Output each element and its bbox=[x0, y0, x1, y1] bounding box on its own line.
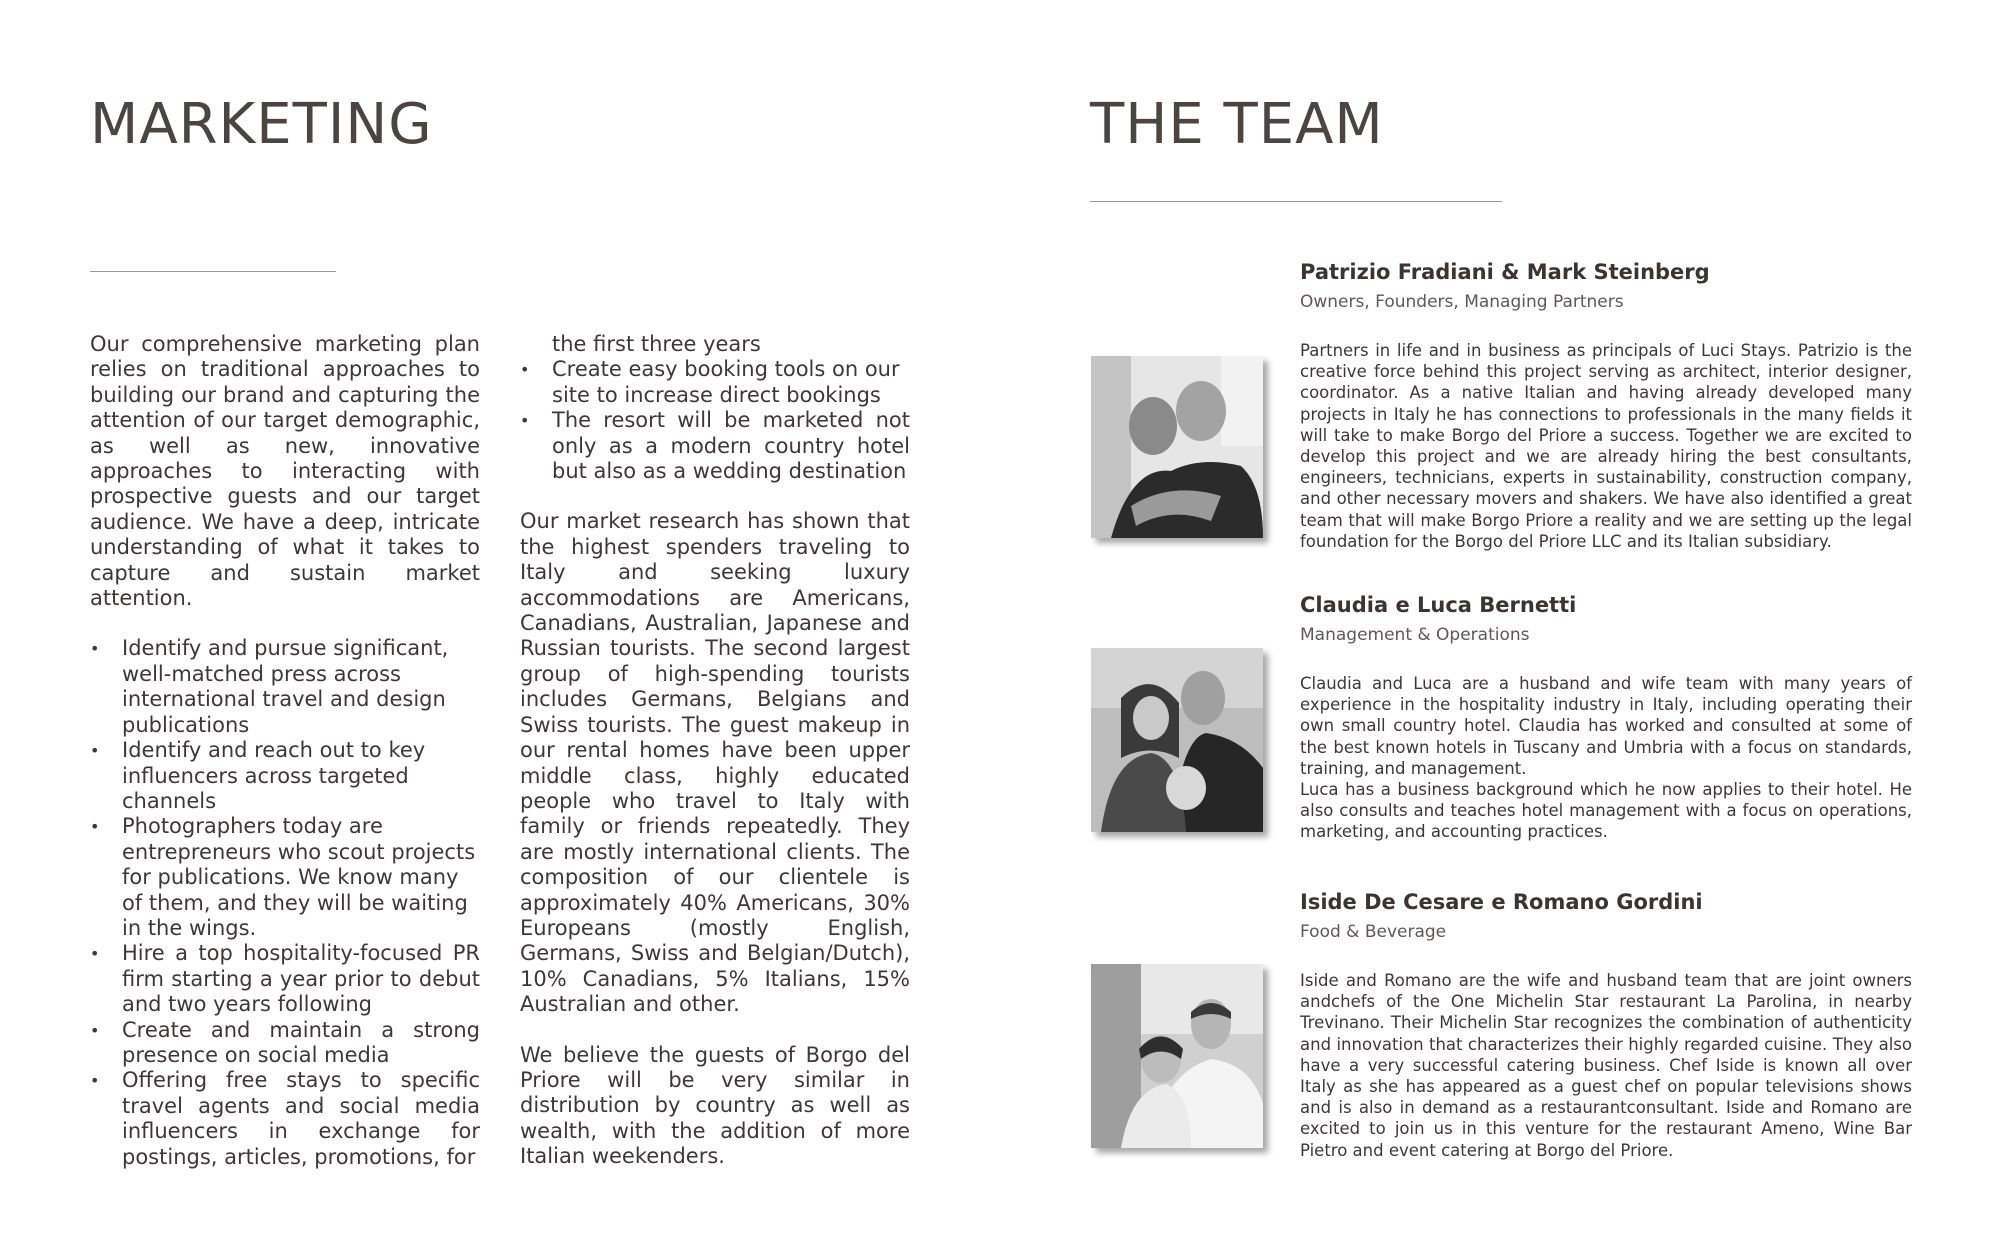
member-name: Patrizio Fradiani & Mark Steinberg bbox=[1300, 260, 1710, 284]
team-member-3 bbox=[1300, 890, 1912, 1161]
list-item: • Offering free stays to specific travel agents and social media influencers in exchange for postings, articles, promotions, for bbox=[90, 1068, 480, 1170]
portrait-image bbox=[1091, 648, 1263, 832]
member-bio: Partners in life and in business as principals of Luci Stays. Patrizio is the creative force behind this project serving as architect, interior designer, coordinator. As a native Italian and having already developed many projects in Italy he has connections to professionals in the many fields it will take to make Borgo del Priore a success. Together we are excited to develop this project and we are already hiring the best consultants, engineers, technicians, experts in sustainability, construction company, and other necessary movers and shakers. We have also identified a great team that will make Borgo Priore a reality and we are setting up the legal foundation for the Borgo del Priore LLC and its Italian subsidiary. bbox=[1300, 341, 1912, 551]
list-item: • The resort will be marketed not only as a modern country hotel but also as a wedding destination bbox=[520, 408, 910, 484]
marketing-bullets-right bbox=[520, 357, 910, 484]
team-member-1 bbox=[1300, 260, 1912, 552]
member-name: Iside De Cesare e Romano Gordini bbox=[1300, 890, 1703, 914]
team-divider bbox=[1090, 201, 1502, 202]
marketing-heading: MARKETING bbox=[90, 92, 433, 157]
list-item: • Create and maintain a strong presence on social media bbox=[90, 1018, 480, 1069]
list-item: • Identify and reach out to key influencers across targeted channels bbox=[90, 738, 480, 814]
member-role: Food & Beverage bbox=[1300, 922, 1447, 942]
list-item: • Create easy booking tools on our site to increase direct bookings bbox=[520, 357, 910, 408]
member-bio: Claudia and Luca are a husband and wife team with many years of experience in the hospitality industry in Italy, including operating their own small country hotel. Claudia has worked and consulted at some of the best known hotels in Tuscany and Umbria with a focus on standards, training, and management. bbox=[1300, 674, 1912, 778]
marketing-column-right bbox=[520, 332, 910, 1195]
marketing-divider bbox=[90, 271, 336, 272]
list-item: • Identify and pursue significant, well-matched press across international travel and design publications bbox=[90, 636, 480, 738]
photo-fradiani-steinberg bbox=[1091, 356, 1263, 538]
guests-belief-paragraph: We believe the guests of Borgo del Priore will be very similar in distribution by country as well as wealth, with the addition of more Italian weekenders. bbox=[520, 1042, 910, 1169]
portrait-image bbox=[1091, 964, 1263, 1148]
marketing-bullets-left bbox=[90, 636, 480, 1170]
list-item: • Photographers today are entrepreneurs who scout projects for publications. We know many of them, and they will be waiting in the wings. bbox=[90, 814, 480, 941]
member-role: Management & Operations bbox=[1300, 625, 1530, 645]
member-bio: Iside and Romano are the wife and husband team that are joint owners andchefs of the One Michelin Star restaurant La Parolina, in nearby Trevinano. Their Michelin Star recognizes the combination of authenticity and innovation that characterizes their highly regarded cuisine. They also have a very successful catering business. Chef Iside is known all over Italy as she has appeared as a guest chef on popular televisions shows and is also in demand as a restaurantconsultant. Iside and Romano are excited to join us in this venture for the restaurant Ameno, Wine Bar Pietro and event catering at Borgo del Priore. bbox=[1300, 971, 1912, 1160]
member-role: Owners, Founders, Managing Partners bbox=[1300, 292, 1624, 312]
team-member-2 bbox=[1300, 593, 1912, 843]
photo-bernetti bbox=[1091, 648, 1263, 832]
member-name: Claudia e Luca Bernetti bbox=[1300, 593, 1577, 617]
marketing-column-left bbox=[90, 332, 480, 1195]
marketing-intro: Our comprehensive marketing plan relies on traditional approaches to building our brand and capturing the attention of our target demographic, as well as new, innovative approaches to interacting with prospective guests and our target audience. We have a deep, intricate understanding of what it takes to capture and sustain market attention. bbox=[90, 332, 480, 611]
bullet-continuation: the first three years bbox=[552, 332, 761, 356]
photo-decesare-gordini bbox=[1091, 964, 1263, 1148]
portrait-image bbox=[1091, 356, 1263, 538]
team-heading: THE TEAM bbox=[1090, 92, 1384, 157]
list-item: • Hire a top hospitality-focused PR firm starting a year prior to debut and two years following bbox=[90, 941, 480, 1017]
market-research-paragraph: Our market research has shown that the highest spenders traveling to Italy and seeking luxury accommodations are Americans, Canadians, Australian, Japanese and Russian tourists. The second largest group of high-spending tourists includes Germans, Belgians and Swiss tourists. The guest makeup in our rental homes have been upper middle class, highly educated people who travel to Italy with family or friends repeatedly. They are mostly international clients. The composition of our clientele is approximately 40% Americans, 30% Europeans (mostly English, Germans, Swiss and Belgian/Dutch), 10% Canadians, 5% Italians, 15% Australian and other. bbox=[520, 509, 910, 1017]
member-bio-continued: Luca has a business background which he now applies to their hotel. He also consults and teaches hotel management with a focus on operations, marketing, and accounting practices. bbox=[1300, 780, 1912, 842]
